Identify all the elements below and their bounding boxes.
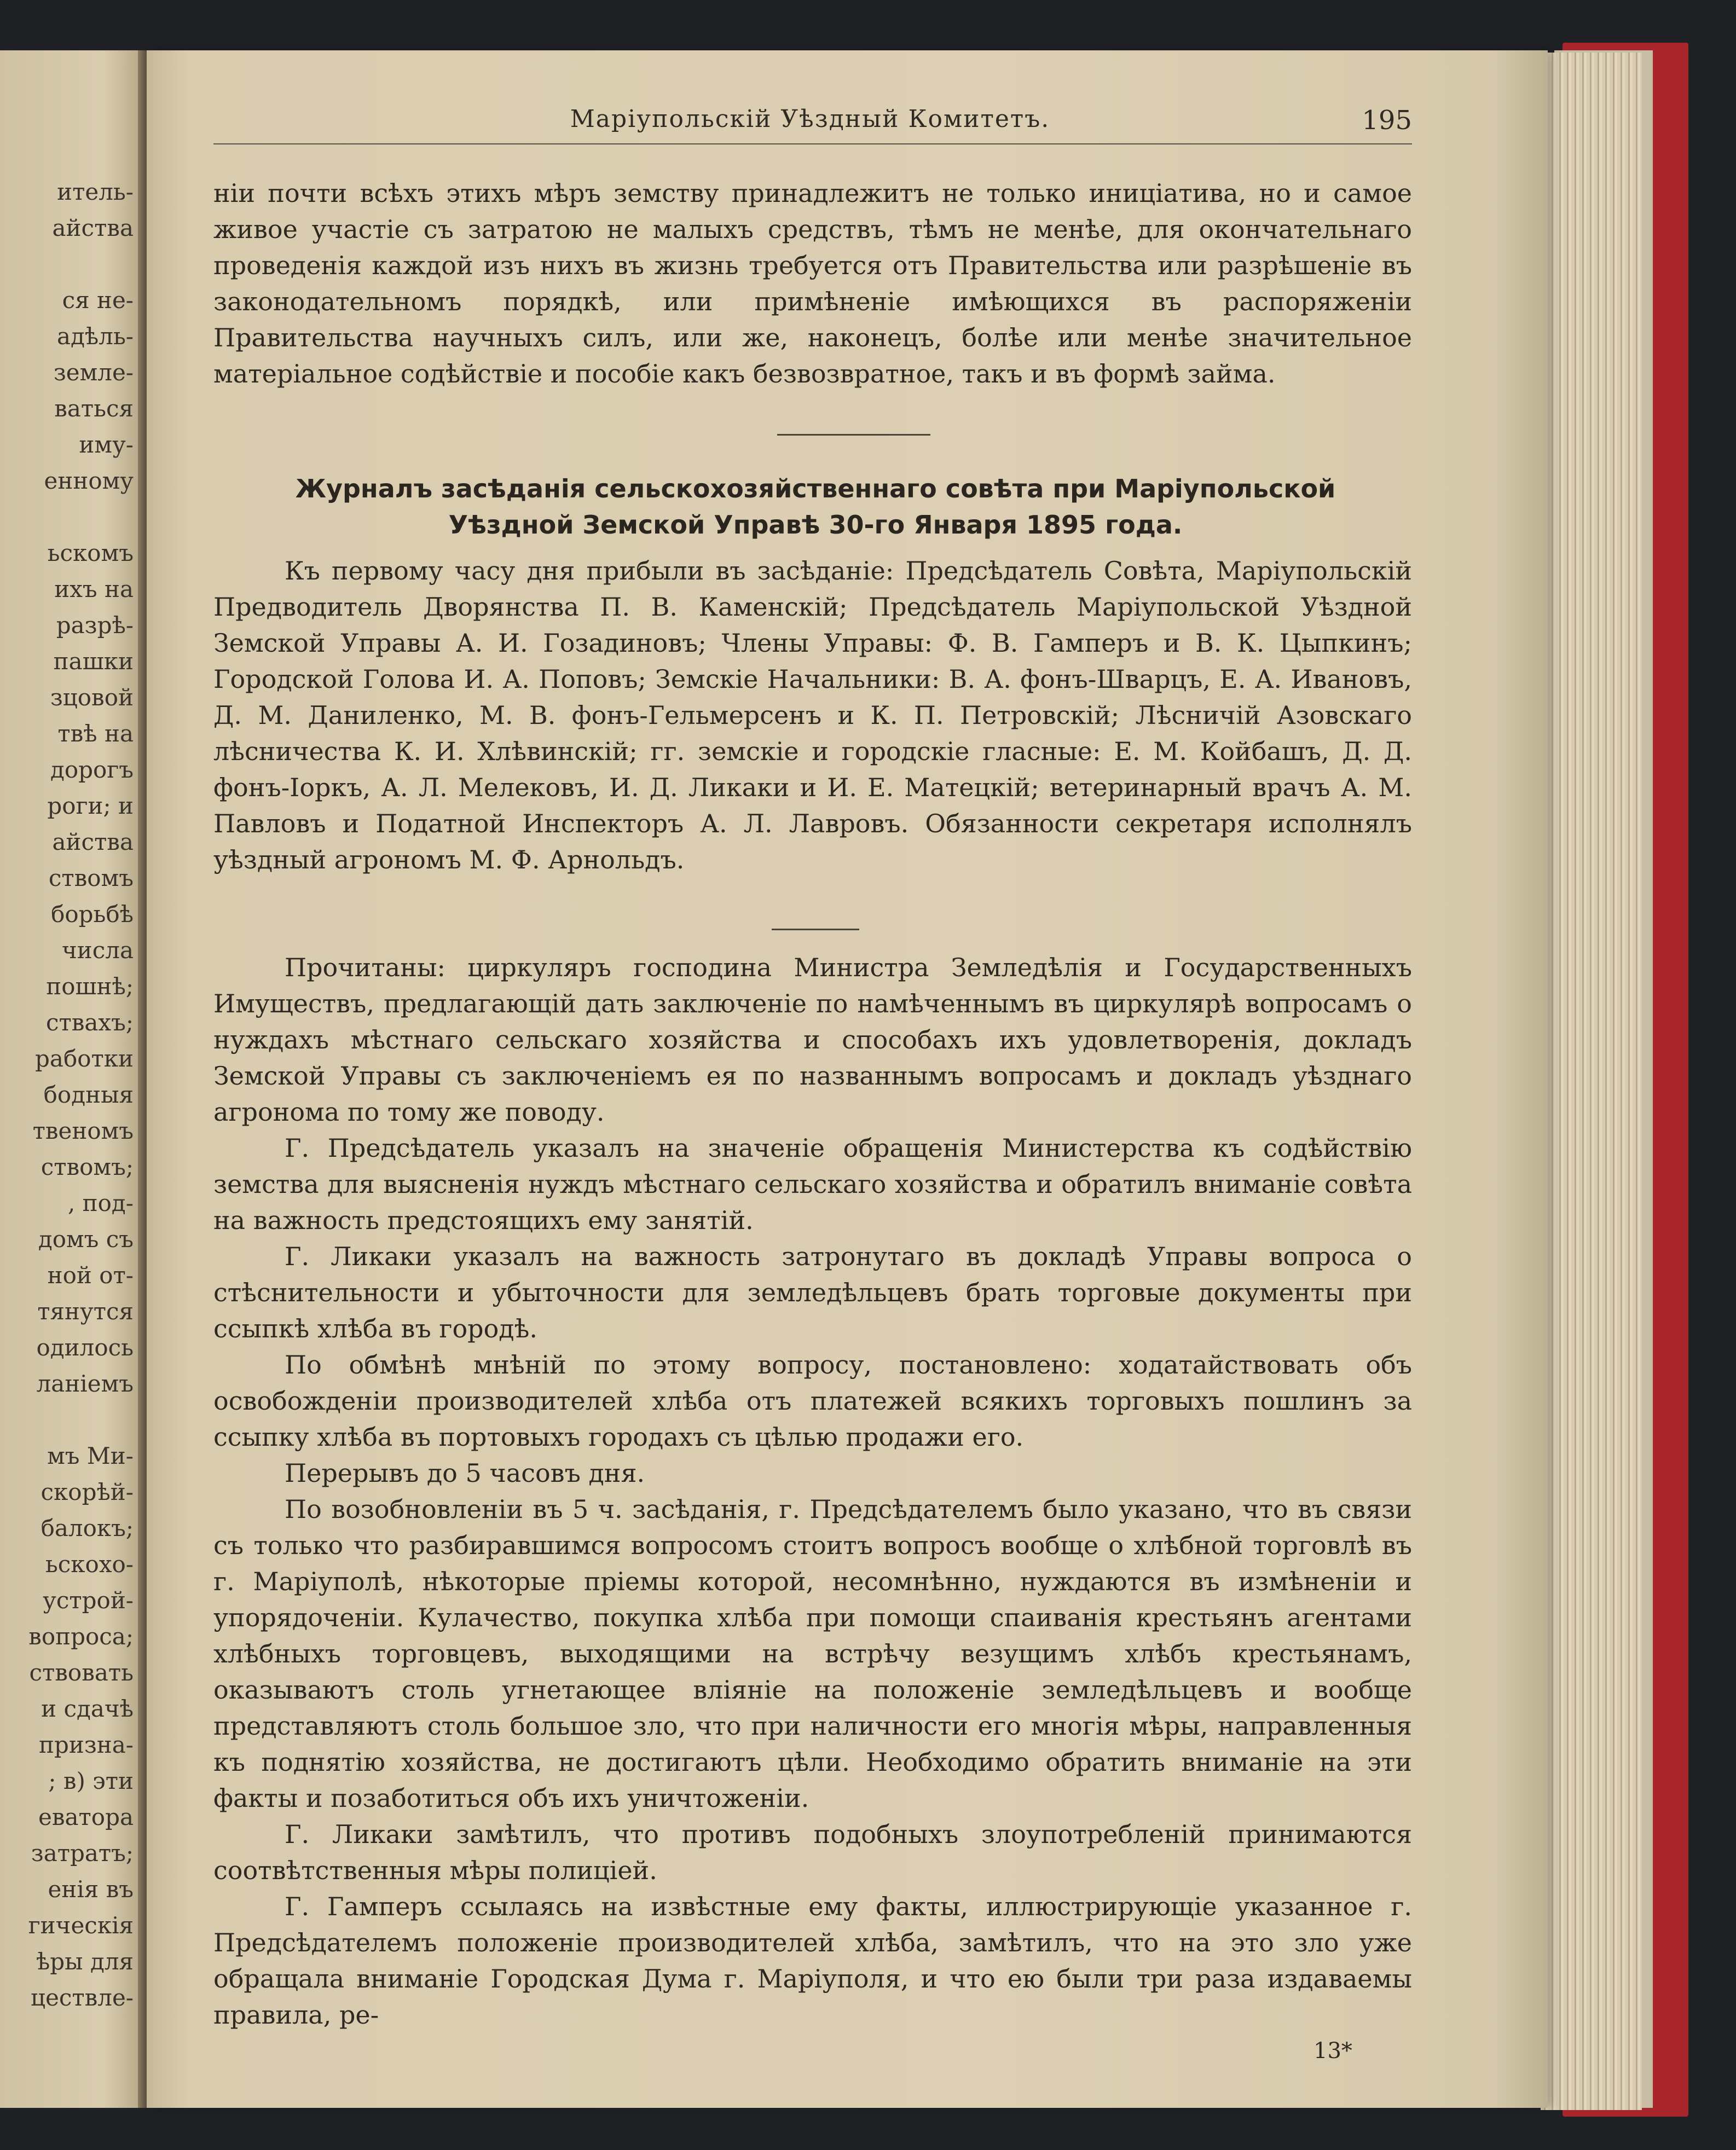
left-page-line: , под- xyxy=(67,1190,134,1216)
left-page-line: земле- xyxy=(53,359,134,386)
left-page-line: ѣры для xyxy=(36,1948,134,1975)
intro-text: ніи почти всѣхъ этихъ мѣръ земству принадлежитъ не только иниціатива, но и самое живое участіе съ затратою не малыхъ средствъ, тѣмъ не менѣе, для окончательнаго проведенія каждой изъ нихъ въ жизнь требуется отъ Правительства или разрѣшеніе въ законодательномъ порядкѣ, или примѣненіе имѣющихся въ распоряженіи Правительства научныхъ силъ, или же, наконецъ, болѣе или менѣе значительное матеріальное содѣйствіе и пособіе какъ безвозвратное, такъ и въ формѣ займа. xyxy=(213,178,1412,389)
left-page-line: ствомъ; xyxy=(40,1154,134,1180)
short-divider xyxy=(772,929,859,930)
journal-title: Журналъ засѣданія сельскохозяйственнаго совѣта при Маріупольской Уѣздной Земской Управѣ 30-го Января 1895 года. xyxy=(295,474,1336,540)
left-page-line: бодныя xyxy=(43,1081,134,1108)
running-header xyxy=(208,105,1412,140)
left-page-line: пашки xyxy=(53,648,134,675)
left-page-line: ьскомъ xyxy=(47,540,134,566)
signature-mark: 13* xyxy=(1313,2038,1352,2064)
left-page-line: енія въ xyxy=(48,1876,134,1903)
left-page-line: ; в) эти xyxy=(48,1767,134,1794)
left-page-line: разрѣ- xyxy=(56,612,134,639)
paragraph: Перерывъ до 5 часовъ дня. xyxy=(285,1458,645,1488)
paragraph: Г. Гамперъ ссылаясь на извѣстные ему факты, иллюстрирующіе указанное г. Предсѣдателемъ положеніе производителей хлѣба, замѣтилъ, что на это зло уже обращала вниманіе Городская Дума г. Маріуполя, и что ею были три раза издаваемы правила, ре- xyxy=(213,1892,1412,2030)
left-page-line: твѣ на xyxy=(57,720,134,747)
left-page-line: еватора xyxy=(38,1804,134,1830)
paragraph: Прочитаны: циркуляръ господина Министра Земледѣлія и Государственныхъ Имуществъ, предлагающій дать заключеніе по намѣченнымъ въ циркулярѣ вопросамъ о нуждахъ мѣстнаго сельскаго хозяйства и способахъ ихъ удовлетворенія, докладъ Земской Управы съ заключеніемъ ея по названнымъ вопросамъ и докладъ уѣзднаго агронома по тому же поводу. xyxy=(213,953,1412,1127)
left-page-line: работки xyxy=(35,1045,134,1072)
paragraph: Г. Ликаки указалъ на важность затронутаго въ докладѣ Управы вопроса о стѣснительности и убыточности для земледѣльцевъ брать торговые документы при ссыпкѣ хлѣба въ городѣ. xyxy=(213,1242,1412,1343)
left-page-line: роги; и xyxy=(47,792,134,819)
left-page-line: ьскохо- xyxy=(45,1551,134,1578)
left-page-line: адѣль- xyxy=(57,323,134,350)
left-page-line: зцовой xyxy=(50,684,134,711)
left-page-line: ся не- xyxy=(62,287,134,314)
left-page-line: и сдачѣ xyxy=(41,1695,134,1722)
left-page-line: домъ съ xyxy=(38,1226,134,1253)
left-page-line: ихъ на xyxy=(54,576,134,602)
left-page-line: ланіемъ xyxy=(36,1370,134,1397)
left-page-line: енному xyxy=(44,467,134,494)
left-page-line: айства xyxy=(52,215,134,241)
left-page-line: ной от- xyxy=(47,1262,134,1289)
left-page-line: мъ Ми- xyxy=(47,1442,134,1469)
header-title: Маріупольскій Уѣздный Комитетъ. xyxy=(570,105,1050,133)
left-page-line: устрой- xyxy=(43,1587,134,1614)
left-page-line: итель- xyxy=(57,178,134,205)
left-page-line: одилось xyxy=(36,1334,134,1361)
left-page-line: цествле- xyxy=(31,1984,134,2011)
left-page-line: борьбѣ xyxy=(51,901,134,928)
left-page-line: ваться xyxy=(54,395,134,422)
attendance-paragraph: Къ первому часу дня прибыли въ засѣданіе: Предсѣдатель Совѣта, Маріупольскій Предводитель Дворянства П. В. Каменскій; Предсѣдатель Маріупольской Уѣздной Земской Управы А. И. Гозадиновъ; Члены Управы: Ф. В. Гамперъ и В. К. Цыпкинъ; Городской Голова И. А. Поповъ; Земскіе Начальники: В. А. фонъ-Шварцъ, Е. А. Ивановъ, Д. М. Даниленко, М. В. фонъ-Гельмерсенъ и К. П. Петровскій; Лѣсничій Азовскаго лѣсничества К. И. Хлѣвинскій; гг. земскіе и городскіе гласные: Е. М. Койбашъ, Д. Д. фонъ-Іоркъ, А. Л. Мелековъ, И. Д. Ликаки и И. Е. Матецкій; ветеринарный врачъ А. М. Павловъ и Податной Инспекторъ А. Л. Лавровъ. Обязанности секретаря исполнялъ уѣздный агрономъ М. Ф. Арнольдъ. xyxy=(213,556,1412,874)
left-page-line: скорѣй- xyxy=(40,1479,134,1505)
left-page-line: гическія xyxy=(28,1912,134,1939)
minutes-body xyxy=(213,949,1412,2033)
left-page-line: ствовать xyxy=(29,1659,134,1686)
intro-paragraph xyxy=(213,175,1412,392)
left-page-line: дорогъ xyxy=(50,756,134,783)
header-rule xyxy=(213,143,1412,144)
left-page-line: вопроса; xyxy=(28,1623,134,1650)
left-page-line: затратъ; xyxy=(31,1840,134,1867)
left-page-line: призна- xyxy=(38,1731,134,1758)
left-page-line: числа xyxy=(61,937,134,964)
section-divider xyxy=(777,434,930,436)
left-page-line: ствахъ; xyxy=(45,1009,134,1036)
left-page-line: ствомъ xyxy=(48,865,134,891)
left-page-line: иму- xyxy=(79,431,134,458)
paragraph: По обмѣнѣ мнѣній по этому вопросу, постановлено: ходатайствовать объ освобожденіи производителей хлѣба отъ платежей всякихъ торговыхъ пошлинъ за ссыпку хлѣба въ портовыхъ городахъ съ цѣлью продажи его. xyxy=(213,1350,1412,1452)
attendance-block xyxy=(213,553,1412,878)
left-page-line: твеномъ xyxy=(32,1117,134,1144)
page-edges xyxy=(1541,53,1642,2110)
paragraph: По возобновленіи въ 5 ч. засѣданія, г. Предсѣдателемъ было указано, что въ связи съ только что разбиравшимся вопросомъ стоитъ вопросъ вообще о хлѣбной торговлѣ въ г. Маріуполѣ, нѣкоторые пріемы которой, несомнѣнно, нуждаются въ измѣненіи и упорядоченіи. Кулачество, покупка хлѣба при помощи спаиванія крестьянъ агентами хлѣбныхъ торговцевъ, выходящими на встрѣчу везущимъ хлѣбъ крестьянамъ, оказываютъ столь угнетающее вліяніе на положеніе земледѣльцевъ и вообще представляютъ столь большое зло, что при наличности его многія мѣры, направленныя къ поднятію хозяйства, не достигаютъ цѣли. Необходимо обратить вниманіе на эти факты и позаботиться объ ихъ уничтоженіи. xyxy=(213,1494,1412,1813)
left-page-fragment xyxy=(0,50,148,2108)
left-page-line: айства xyxy=(52,828,134,855)
left-page-line: балокъ; xyxy=(40,1515,134,1541)
paragraph: Г. Предсѣдатель указалъ на значеніе обращенія Министерства къ содѣйствію земства для выясненія нуждъ мѣстнаго сельскаго хозяйства и обратилъ вниманіе совѣта на важность предстоящихъ ему занятій. xyxy=(213,1133,1412,1235)
left-page-line: пошнѣ; xyxy=(46,973,134,1000)
paragraph: Г. Ликаки замѣтилъ, что противъ подобныхъ злоупотребленій принимаются соотвѣтственныя мѣры полиціей. xyxy=(213,1819,1412,1885)
page-number: 195 xyxy=(1362,105,1412,136)
left-page-line: тянутся xyxy=(37,1298,134,1325)
